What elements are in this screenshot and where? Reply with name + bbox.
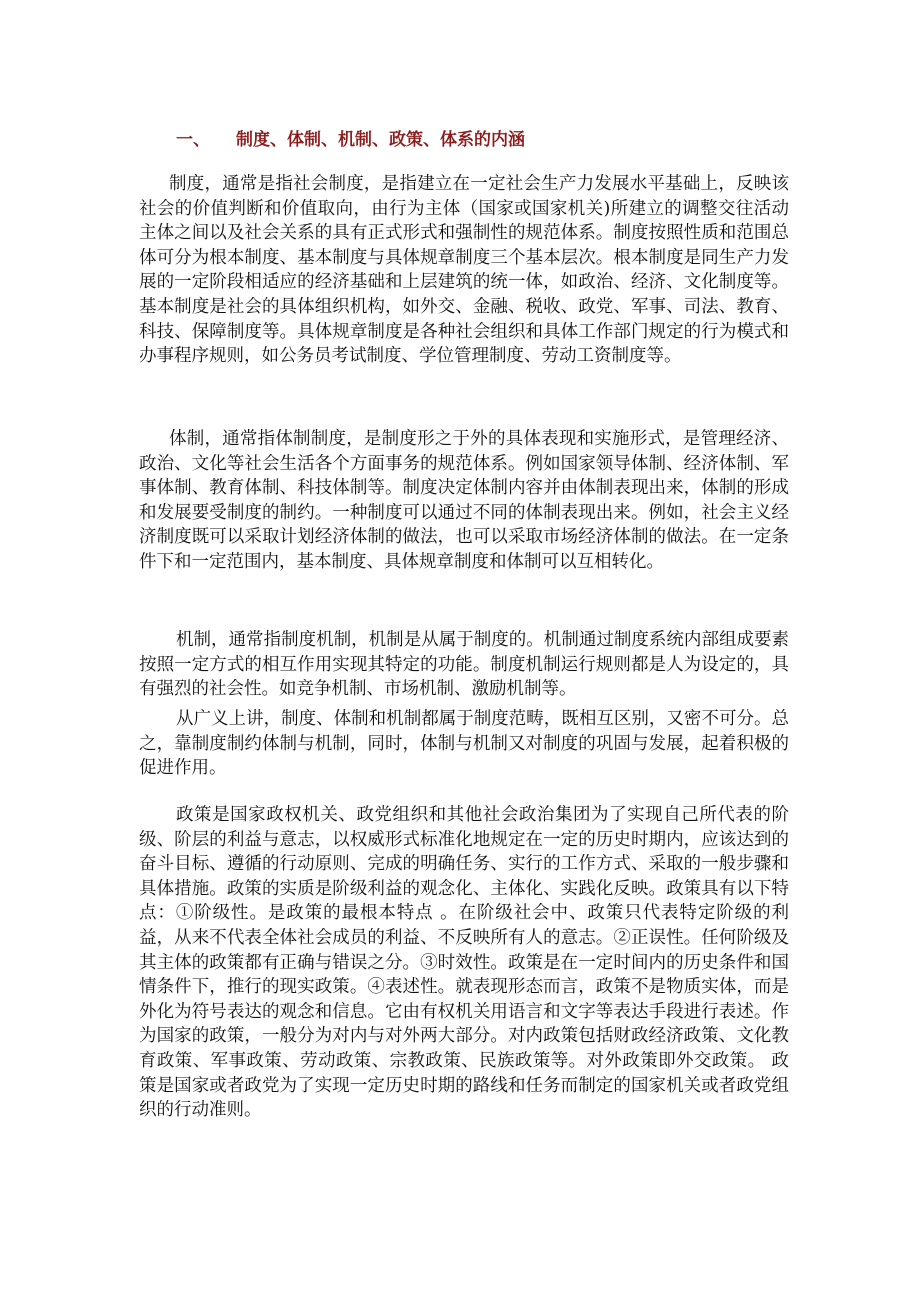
paragraph-policy: 政策是国家政权机关、政党组织和其他社会政治集团为了实现自己所代表的阶级、阶层的利益与意志，以权威形式标准化地规定在一定的历史时期内，应该达到的奋斗目标、遵循的行动原则、完成的明确任务、实行的工作方式、采取的一般步骤和具体措施。政策的实质是阶级利益的观念化、主体化、实践化反映。政策具有以下特点：①阶级性。是政策的最根本特点 。在阶级社会中、政策只代表特定阶级的利益，从来不代表全体社会成员的利益、不反映所有人的意志。②正误性。任何阶级及其主体的政策都有正确与错误之分。③时效性。政策是在一定时间内的历史条件和国情条件下，推行的现实政策。④表述性。就表现形态而言，政策不是物质实体，而是外化为符号表达的观念和信息。它由有权机关用语言和文字等表达手段进行表述。作为国家的政策，一般分为对内与对外两大部分。对内政策包括财政经济政策、文化教育政策、军事政策、劳动政策、宗教政策、民族政策等。对外政策即外交政策。 政策是国家或者政党为了实现一定历史时期的路线和任务而制定的国家机关或者政党组织的行动准则。 [139,805,789,1121]
paragraph-institution: 制度，通常是指社会制度，是指建立在一定社会生产力发展水平基础上，反映该社会的价值判断和价值取向，由行为主体（国家或国家机关)所建立的调整交往活动主体之间以及社会关系的具有正式形式和强制性的规范体系。制度按照性质和范围总体可分为根本制度、基本制度与具体规章制度三个基本层次。根本制度是同生产力发展的一定阶段相适应的经济基础和上层建筑的统一体，如政治、经济、文化制度等。基本制度是社会的具体组织机构，如外交、金融、税收、政党、军事、司法、教育、科技、保障制度等。具体规章制度是各种社会组织和具体工作部门规定的行为模式和办事程序规则，如公务员考试制度、学位管理制度、劳动工资制度等。 [139,174,789,367]
paragraph-mechanism: 机制，通常指制度机制，机制是从属于制度的。机制通过制度系统内部组成要素按照一定方式的相互作用实现其特定的功能。制度机制运行规则都是人为设定的，具有强烈的社会性。如竞争机制、市场机制、激励机制等。 [139,630,789,700]
section-heading [176,127,776,153]
heading-title: 制度、体制、机制、政策、体系的内涵 [236,130,525,150]
heading-number: 一、 [176,130,210,150]
paragraph-system: 体制，通常指体制制度，是制度形之于外的具体表现和实施形式，是管理经济、政治、文化等社会生活各个方面事务的规范体系。例如国家领导体制、经济体制、军事体制、教育体制、科技体制等。制度决定体制内容并由体制表现出来，体制的形成和发展要受制度的制约。一种制度可以通过不同的体制表现出来。例如，社会主义经济制度既可以采取计划经济体制的做法，也可以采取市场经济体制的做法。在一定条件下和一定范围内，基本制度、具体规章制度和体制可以互相转化。 [139,429,789,572]
paragraph-summary: 从广义上讲，制度、体制和机制都属于制度范畴，既相互区别，又密不可分。总之，靠制度制约体制与机制，同时，体制与机制又对制度的巩固与发展，起着积极的促进作用。 [139,709,789,779]
